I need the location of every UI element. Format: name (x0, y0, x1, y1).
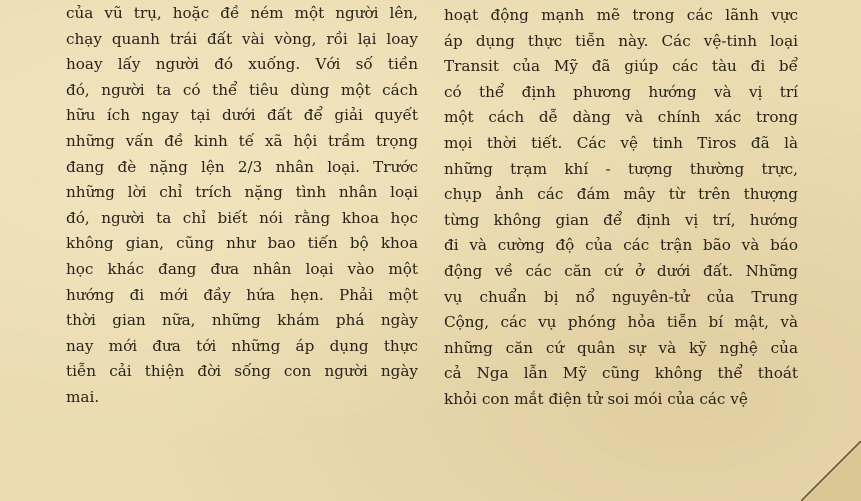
text-line: vụ chuẩn bị nổ nguyên-tử của Trung (444, 287, 798, 306)
text-line: động về các căn cứ ở dưới đất. Những (444, 261, 798, 280)
text-line: áp dụng thực tiễn này. Các vệ-tinh loại (444, 31, 798, 50)
text-line: Transit của Mỹ đã giúp các tàu đi bể (444, 57, 798, 76)
text-line: học khác đang đưa nhân loại vào một (66, 259, 418, 278)
text-line: chụp ảnh các đám mây từ trên thượng (444, 185, 798, 204)
text-line: tiễn cải thiện đời sống con người ngày (66, 362, 418, 381)
text-line: không gian, cũng như bao tiến bộ khoa (66, 234, 418, 253)
text-line: thời gian nữa, những khám phá ngày (66, 311, 418, 330)
text-line: có thể định phương hướng và vị trí (444, 82, 798, 101)
text-line: Cộng, các vụ phóng hỏa tiễn bí mật, và (444, 313, 798, 332)
text-line: chạy quanh trái đất vài vòng, rồi lại loay (66, 29, 418, 48)
right-text-column (444, 0, 798, 413)
text-line: đó, người ta chỉ biết nói rằng khoa học (66, 208, 418, 227)
text-line: một cách dễ dàng và chính xác trong (444, 108, 798, 127)
text-line: nay mới đưa tới những áp dụng thực (66, 336, 418, 355)
text-line: mai. (66, 387, 100, 406)
text-line: hoạt động mạnh mẽ trong các lãnh vực (444, 6, 798, 24)
text-line: đi và cường độ của các trận bão và báo (444, 236, 798, 255)
text-line: của vũ trụ, hoặc đề ném một người lên, (66, 4, 418, 22)
text-line: khỏi con mắt điện tử soi mói của các vệ (444, 389, 748, 408)
text-line: hữu ích ngay tại dưới đất để giải quyết (66, 106, 418, 125)
text-line: từng không gian để định vị trí, hướng (444, 210, 798, 229)
left-text-column (66, 0, 418, 411)
text-line: mọi thời tiết. Các vệ tinh Tiros đã là (444, 133, 798, 152)
text-line: những lời chỉ trích nặng tình nhân loại (66, 183, 418, 202)
text-line: cả Nga lẫn Mỹ cũng không thể thoát (444, 364, 798, 383)
page-corner-fold (801, 441, 861, 501)
text-line: những căn cứ quân sự và kỹ nghệ của (444, 338, 798, 357)
text-line: hoay lấy người đó xuống. Với số tiền (66, 55, 418, 74)
text-line: những vấn đề kinh tế xã hội trầm trọng (66, 131, 418, 150)
text-line: đang đè nặng lện 2/3 nhân loại. Trước (66, 157, 418, 176)
text-line: đó, người ta có thể tiêu dùng một cách (66, 80, 418, 99)
text-line: hướng đi mới đầy hứa hẹn. Phải một (66, 285, 418, 304)
text-line: những trạm khí - tượng thường trực, (444, 159, 798, 178)
